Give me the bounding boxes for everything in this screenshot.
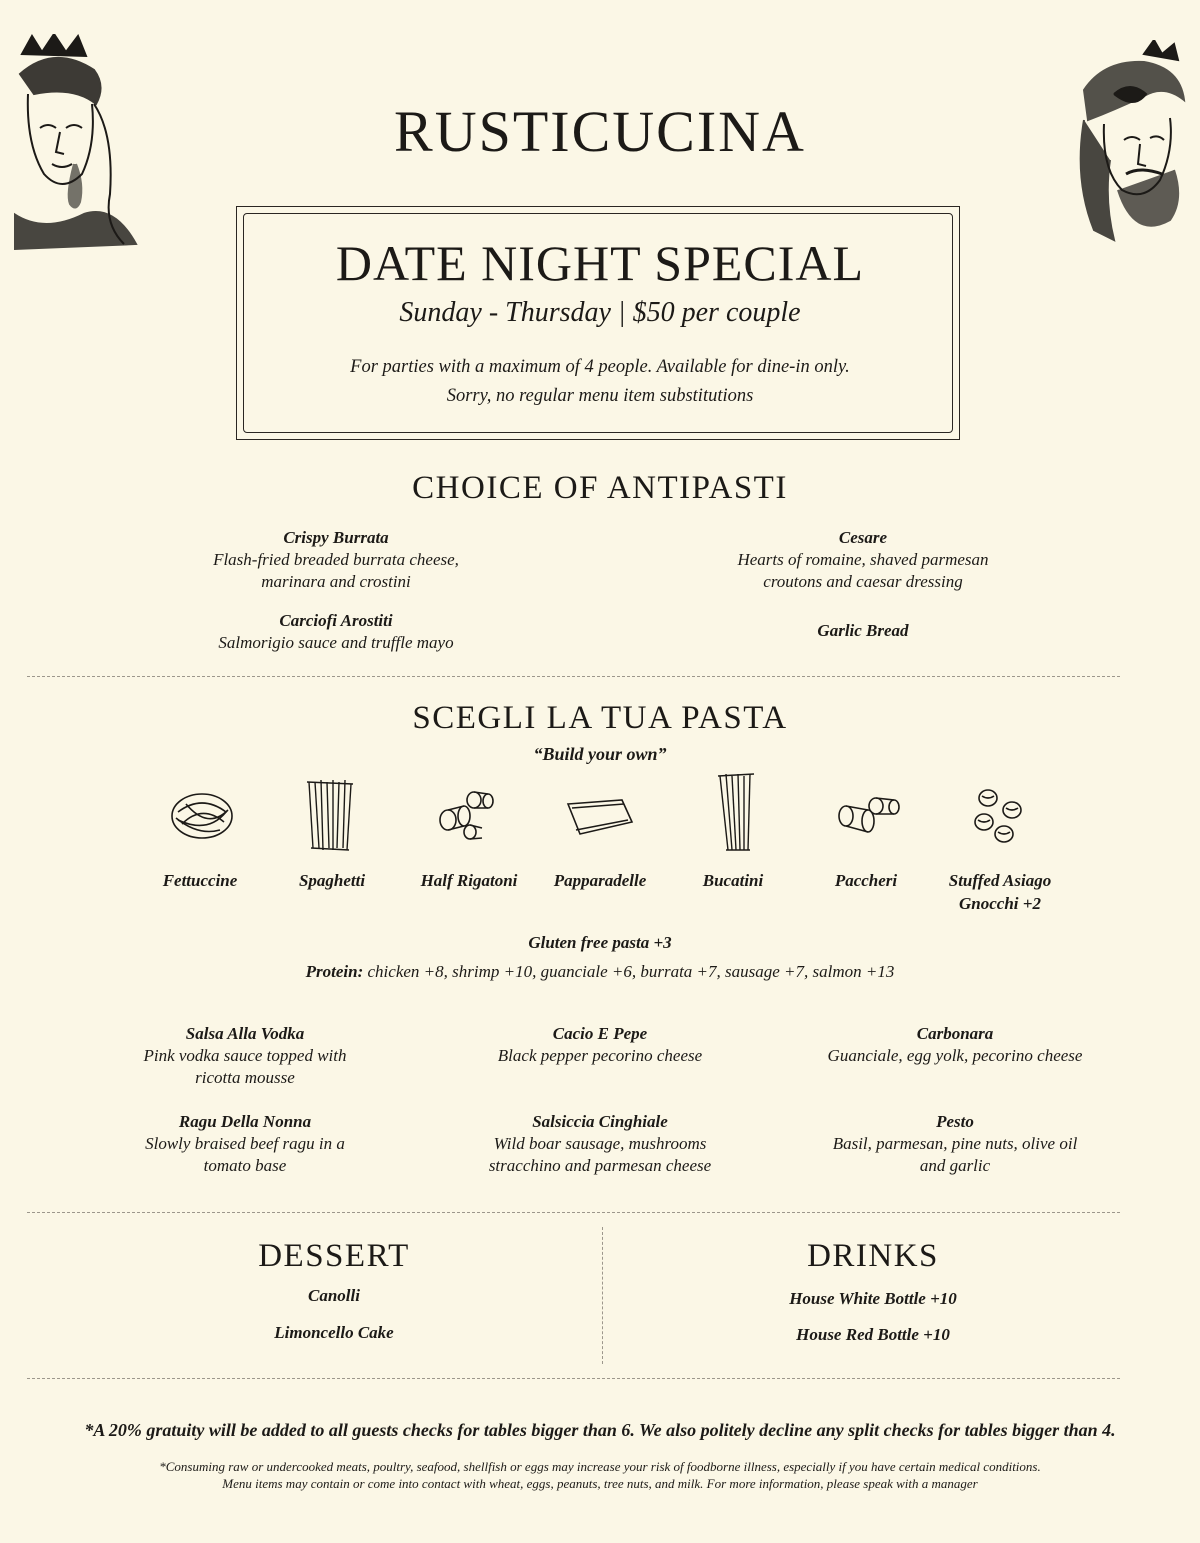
item-name: Cacio E Pepe xyxy=(552,1024,648,1043)
divider xyxy=(27,1378,1120,1379)
pasta-shape-label: Spaghetti xyxy=(298,871,366,890)
dessert-item xyxy=(134,1322,534,1344)
item-name: Garlic Bread xyxy=(817,621,909,640)
special-note: For parties with a maximum of 4 people. Available for dine-in only. Sorry, no regular menu item substitutions xyxy=(350,357,850,406)
item-name: Salsiccia Cinghiale xyxy=(532,1112,668,1131)
dessert-item xyxy=(134,1285,534,1307)
item-desc: Wild boar sausage, mushrooms stracchino and parmesan cheese xyxy=(488,1134,712,1175)
sauce-item xyxy=(80,1111,410,1177)
fettuccine-nest-icon xyxy=(168,790,236,842)
sauce-item xyxy=(435,1111,765,1177)
item-name: Pesto xyxy=(936,1112,974,1131)
item-name: Ragu Della Nonna xyxy=(178,1112,312,1131)
rigatoni-icon xyxy=(436,790,496,842)
item-name: Crispy Burrata xyxy=(283,528,389,547)
spaghetti-bundle-icon xyxy=(303,778,359,852)
item-name: Canolli xyxy=(308,1286,360,1305)
pasta-shape-label: Paccheri xyxy=(834,871,898,890)
drinks-title: DRINKS xyxy=(807,1238,939,1274)
item-name: House White Bottle +10 xyxy=(789,1289,957,1308)
item-desc: Guanciale, egg yolk, pecorino cheese xyxy=(827,1046,1083,1065)
special-subtitle: Sunday - Thursday | $50 per couple xyxy=(399,297,801,328)
column-divider xyxy=(602,1227,603,1364)
item-desc: Flash-fried breaded burrata cheese, marinara and crostini xyxy=(213,550,459,591)
gnocchi-icon xyxy=(970,786,1030,846)
antipasti-title: CHOICE OF ANTIPASTI xyxy=(412,470,788,506)
pasta-shape-label: Stuffed Asiago Gnocchi +2 xyxy=(948,871,1052,913)
antipasti-item xyxy=(136,610,536,654)
sauce-item xyxy=(435,1023,765,1067)
restaurant-name: RUSTICUCINA xyxy=(394,99,806,164)
sauce-item xyxy=(790,1111,1120,1177)
pasta-title: SCEGLI LA TUA PASTA xyxy=(412,700,788,736)
item-name: Salsa Alla Vodka xyxy=(185,1024,305,1043)
drinks-item xyxy=(673,1324,1073,1346)
paccheri-icon xyxy=(836,796,900,842)
antipasti-item xyxy=(663,527,1063,593)
item-desc: Slowly braised beef ragu in a tomato base xyxy=(145,1134,345,1175)
sauce-item xyxy=(80,1023,410,1089)
bucatini-bundle-icon xyxy=(714,772,758,852)
item-name: Carciofi Arostiti xyxy=(279,611,393,630)
antipasti-item xyxy=(136,527,536,593)
item-desc: Black pepper pecorino cheese xyxy=(497,1046,703,1065)
gratuity-note: *A 20% gratuity will be added to all guests checks for tables bigger than 6. We also politely decline any split checks for tables bigger than 4. xyxy=(84,1420,1116,1440)
pasta-subtitle: “Build your own” xyxy=(533,744,667,764)
pasta-shape-label: Papparadelle xyxy=(553,871,647,890)
item-desc: Hearts of romaine, shaved parmesan croutons and caesar dressing xyxy=(737,550,989,591)
sauce-item xyxy=(790,1023,1120,1067)
item-desc: Pink vodka sauce topped with ricotta mousse xyxy=(143,1046,347,1087)
pasta-shape-label: Fettuccine xyxy=(162,871,238,890)
item-desc: Salmorigio sauce and truffle mayo xyxy=(218,633,454,652)
item-name: Cesare xyxy=(838,528,888,547)
protein-line xyxy=(0,962,1200,982)
pasta-shape-label: Bucatini xyxy=(702,871,764,890)
gluten-free-note: Gluten free pasta +3 xyxy=(528,933,672,952)
divider xyxy=(27,1212,1120,1213)
protein-label: Protein: xyxy=(305,962,364,981)
item-desc: Basil, parmesan, pine nuts, olive oil and garlic xyxy=(832,1134,1078,1175)
special-title: DATE NIGHT SPECIAL xyxy=(335,235,865,291)
antipasti-item xyxy=(663,620,1063,642)
pasta-shape-label: Half Rigatoni xyxy=(420,871,518,890)
pappardelle-sheet-icon xyxy=(566,798,634,838)
protein-options: chicken +8, shrimp +10, guanciale +6, burrata +7, sausage +7, salmon +13 xyxy=(367,962,895,981)
item-name: Limoncello Cake xyxy=(274,1323,394,1342)
item-name: House Red Bottle +10 xyxy=(796,1325,950,1344)
item-name: Carbonara xyxy=(916,1024,994,1043)
dessert-title: DESSERT xyxy=(258,1238,410,1274)
divider xyxy=(27,676,1120,677)
drinks-item xyxy=(673,1288,1073,1310)
food-safety-disclaimer: *Consuming raw or undercooked meats, poultry, seafood, shellfish or eggs may increase your risk of foodborne illness, especially if you have certain medical conditions. Menu items may contain or come into contact with wheat, eggs, peanuts, tree nuts, and milk. For more information, please speak with a manager xyxy=(159,1459,1041,1491)
